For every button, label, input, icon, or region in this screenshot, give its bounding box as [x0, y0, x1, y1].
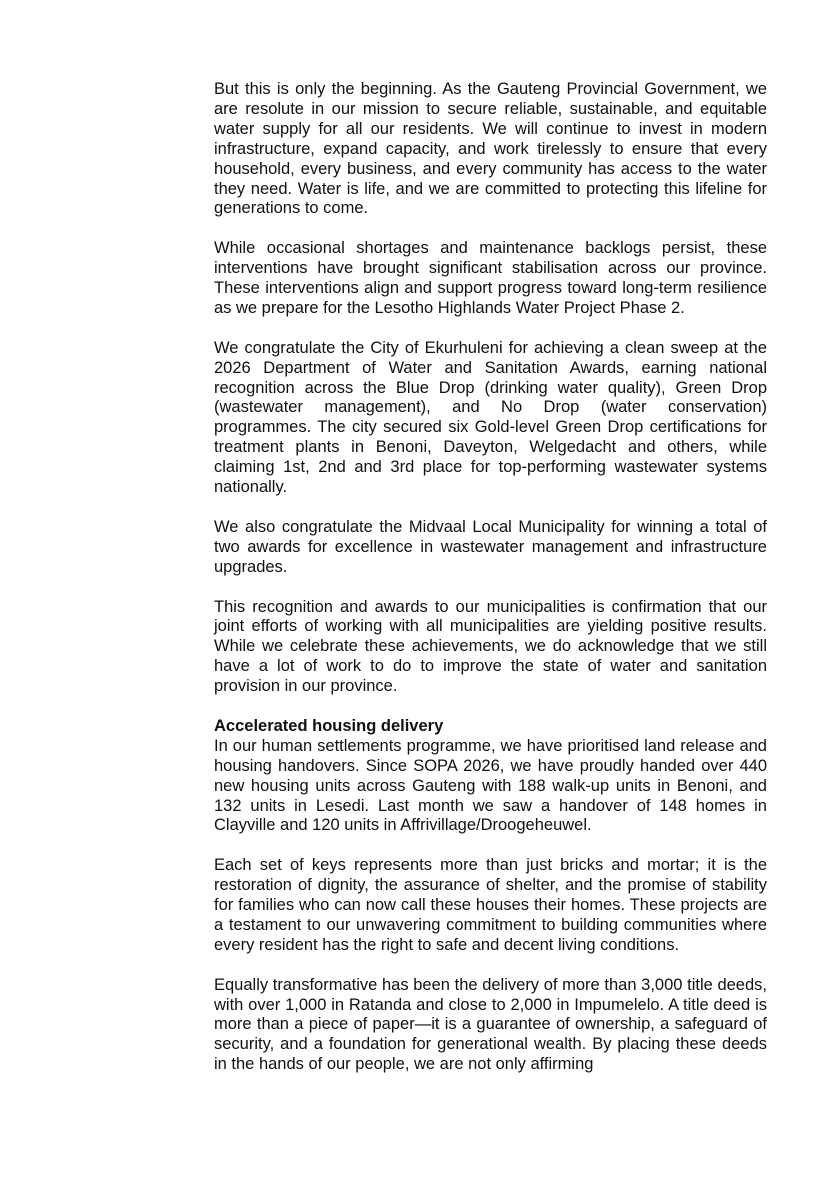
paragraph-housing-handovers: In our human settlements programme, we have prioritised land release and housing handovers. Since SOPA 2026, we have proudly handed over 440 new housing units across Gauteng with 188 walk-up units in Benoni, and 132 units in Lesedi. Last month we saw a handover of 148 homes in Clayville and 120 units in Affrivillage/Droogeheuwel. [214, 736, 767, 835]
paragraph-water-commitment: But this is only the beginning. As the Gauteng Provincial Government, we are resolute in our mission to secure reliable, sustainable, and equitable water supply for all our residents. We will continue to invest in modern infrastructure, expand capacity, and work tirelessly to ensure that every household, every business, and every community has access to the water they need. Water is life, and we are committed to protecting this lifeline for generations to come. [214, 80, 767, 218]
paragraph-ekurhuleni-awards: We congratulate the City of Ekurhuleni for achieving a clean sweep at the 2026 Department of Water and Sanitation Awards, earning national recognition across the Blue Drop (drinking water quality), Green Drop (wastewater management), and No Drop (water conservation) programmes. The city secured six Gold-level Green Drop certifications for treatment plants in Benoni, Daveyton, Welgedacht and others, while claiming 1st, 2nd and 3rd place for top-performing wastewater systems nationally. [214, 338, 767, 497]
document-body [214, 80, 767, 1095]
paragraph-keys-dignity: Each set of keys represents more than just bricks and mortar; it is the restoration of dignity, the assurance of shelter, and the promise of stability for families who can now call these houses their homes. These projects are a testament to our unwavering commitment to building communities where every resident has the right to safe and decent living conditions. [214, 856, 767, 954]
paragraph-recognition: This recognition and awards to our municipalities is confirmation that our joint efforts of working with all municipalities are yielding positive results. While we celebrate these achievements, we do acknowledge that we still have a lot of work to do to improve the state of water and sanitation provision in our province. [214, 597, 767, 696]
paragraph-title-deeds: Equally transformative has been the delivery of more than 3,000 title deeds, with over 1,000 in Ratanda and close to 2,000 in Impumelelo. A title deed is more than a piece of paper—it is a guarantee of ownership, a safeguard of security, and a foundation for generational wealth. By placing these deeds in the hands of our people, we are not only affirming [214, 975, 767, 1074]
section-heading-housing: Accelerated housing delivery [214, 716, 444, 735]
paragraph-water-stabilisation: While occasional shortages and maintenance backlogs persist, these interventions have brought significant stabilisation across our province. These interventions align and support progress toward long-term resilience as we prepare for the Lesotho Highlands Water Project Phase 2. [214, 239, 767, 317]
paragraph-midvaal-awards: We also congratulate the Midvaal Local Municipality for winning a total of two awards for excellence in wastewater management and infrastructure upgrades. [214, 517, 767, 576]
